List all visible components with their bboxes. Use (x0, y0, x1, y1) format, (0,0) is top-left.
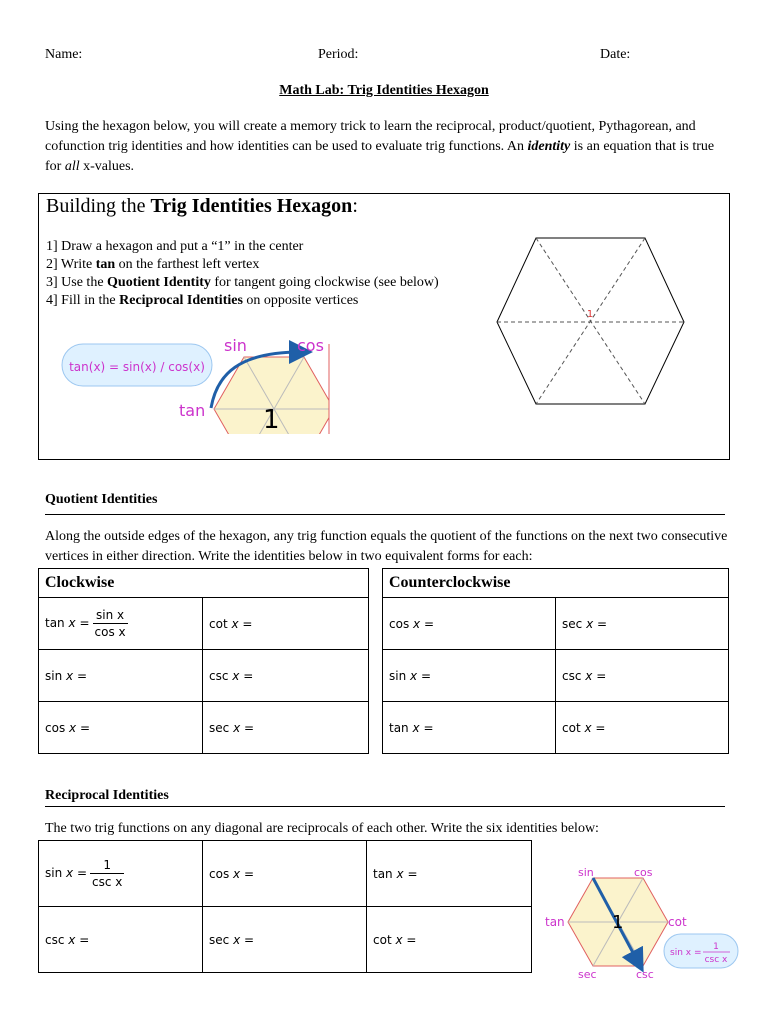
diagram-cos: cos (634, 866, 653, 879)
example-sin-label: sin (224, 336, 247, 355)
intro-paragraph: Using the hexagon below, you will create a memory trick to learn the reciprocal, product/quotient, Pythagorean, and cofunction trig identities and how identities can be used to evaluate trig functions. An identity is an equation that is true for all x-values. (45, 119, 715, 174)
diagram-tan: tan (545, 915, 565, 929)
ccw-cell-sin[interactable]: sin x = (383, 650, 556, 702)
bubble-left: sin x = (670, 948, 702, 958)
reciprocal-rule (45, 806, 725, 807)
period-label: Period: (318, 47, 359, 62)
reciprocal-paragraph: The two trig functions on any diagonal are reciprocals of each other. Write the six identities below: (45, 821, 599, 836)
step-1: 1] Draw a hexagon and put a “1” in the center (46, 239, 304, 254)
diagram-one: 1 (612, 912, 624, 933)
building-box (38, 193, 730, 460)
bubble-den: csc x (704, 955, 728, 965)
hex-center-label: 1 (586, 309, 594, 320)
reciprocal-heading: Reciprocal Identities (45, 788, 169, 803)
step-2: 2] Write tan on the farthest left vertex (46, 257, 260, 272)
name-label: Name: (45, 47, 83, 62)
diagram-cot: cot (668, 915, 687, 929)
example-tan-label: tan (179, 401, 206, 420)
quotient-example-diagram (39, 194, 731, 461)
diagram-csc: csc (636, 968, 654, 981)
rec-cell-tan[interactable]: tan x = (367, 841, 532, 907)
rec-cell-csc[interactable]: csc x = (39, 907, 203, 973)
cw-cell-tan[interactable]: tan x = $\frac{\text{sin x}}{\text{cos x}}$ (39, 598, 203, 650)
page-title: Math Lab: Trig Identities Hexagon (279, 83, 489, 98)
rec-cell-sin[interactable]: sin x = $\frac{1}{\text{csc x}}$ (39, 841, 203, 907)
blank-hexagon (497, 238, 684, 404)
clockwise-heading: Clockwise (39, 569, 369, 598)
ccw-cell-tan[interactable]: tan x = (383, 702, 556, 754)
quotient-paragraph: Along the outside edges of the hexagon, any trig function equals the quotient of the functions on the next two consecutive vertices in either direction. Write the identities below in two equivalent forms for each: (45, 529, 728, 564)
cw-cell-sec[interactable]: sec x = (203, 702, 369, 754)
building-heading: Building the Trig Identities Hexagon: (46, 195, 358, 217)
diagram-sec: sec (578, 968, 597, 981)
ccw-cell-sec[interactable]: sec x = (556, 598, 729, 650)
quotient-heading: Quotient Identities (45, 492, 158, 507)
step-3: 3] Use the Quotient Identity for tangent going clockwise (see below) (46, 275, 439, 290)
counterclockwise-heading: Counterclockwise (383, 569, 729, 598)
bubble-text: tan(x) = sin(x) / cos(x) (69, 360, 205, 374)
cw-cell-csc[interactable]: csc x = (203, 650, 369, 702)
rec-cell-sec[interactable]: sec x = (203, 907, 367, 973)
diagram-sin: sin (578, 866, 594, 879)
date-label: Date: (600, 47, 631, 62)
quotient-rule (45, 514, 725, 515)
ccw-cell-cot[interactable]: cot x = (556, 702, 729, 754)
counterclockwise-table (382, 568, 729, 754)
reciprocal-hexagon-diagram (540, 858, 750, 988)
ccw-cell-csc[interactable]: csc x = (556, 650, 729, 702)
example-one-label: 1 (263, 405, 280, 435)
reciprocal-table (38, 840, 532, 973)
clockwise-table (38, 568, 369, 754)
example-cos-label: cos (297, 336, 324, 355)
cw-cell-sin[interactable]: sin x = (39, 650, 203, 702)
bubble-num: 1 (713, 942, 719, 952)
cw-cell-cos[interactable]: cos x = (39, 702, 203, 754)
ccw-cell-cos[interactable]: cos x = (383, 598, 556, 650)
rec-cell-cos[interactable]: cos x = (203, 841, 367, 907)
rec-cell-cot[interactable]: cot x = (367, 907, 532, 973)
cw-cell-cot[interactable]: cot x = (203, 598, 369, 650)
step-4: 4] Fill in the Reciprocal Identities on opposite vertices (46, 293, 359, 308)
